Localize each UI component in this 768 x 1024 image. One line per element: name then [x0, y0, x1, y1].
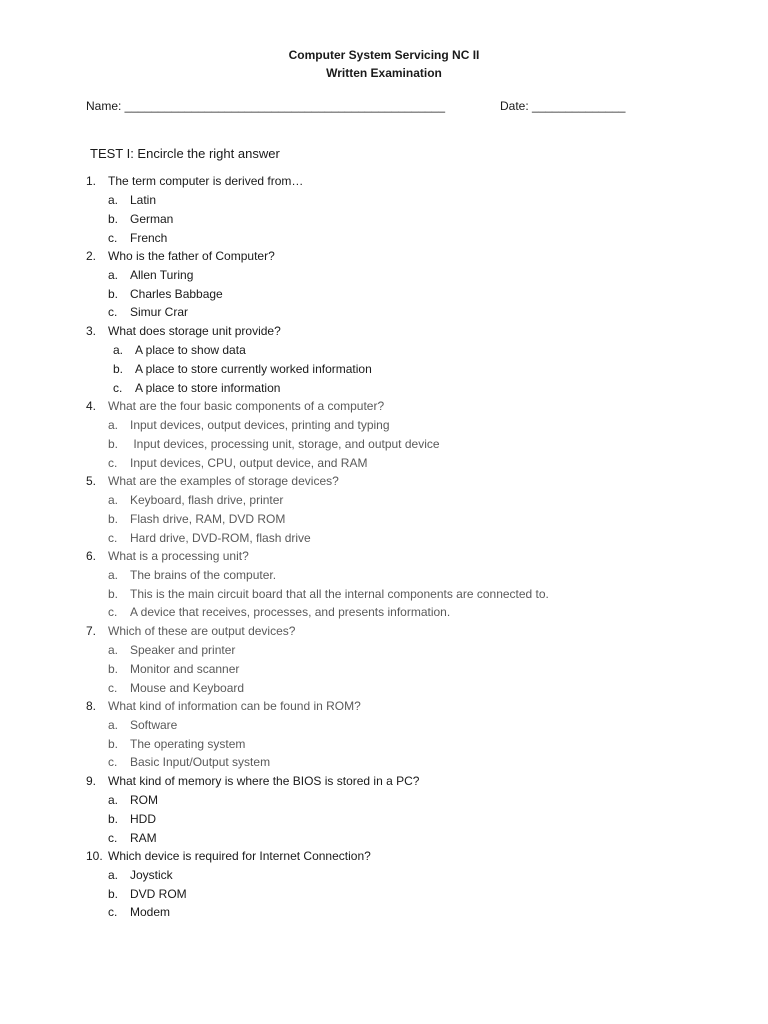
- option-7c: c. Mouse and Keyboard: [108, 681, 245, 695]
- name-field: Name: ________________________________________________: [86, 99, 446, 113]
- option-10a: a. Joystick: [108, 868, 173, 882]
- option-1b: b. German: [108, 212, 174, 226]
- option-8c: c. Basic Input/Output system: [108, 755, 271, 769]
- option-6b: b. This is the main circuit board that all the internal components are connected to.: [108, 587, 549, 601]
- option-2c: c. Simur Crar: [108, 305, 189, 319]
- option-8a: a. Software: [108, 718, 178, 732]
- option-6a: a. The brains of the computer.: [108, 568, 277, 582]
- question-2: 2. Who is the father of Computer?: [86, 249, 275, 263]
- option-9a: a. ROM: [108, 793, 158, 807]
- option-2b: b. Charles Babbage: [108, 287, 223, 301]
- option-4b: b. Input devices, processing unit, storage, and output device: [108, 437, 440, 451]
- date-field: Date: ______________: [500, 99, 626, 113]
- option-1c: c. French: [108, 231, 168, 245]
- question-10: 10. Which device is required for Internet Connection?: [86, 849, 371, 863]
- option-7a: a. Speaker and printer: [108, 643, 236, 657]
- test-instruction: TEST I: Encircle the right answer: [90, 146, 280, 161]
- option-7b: b. Monitor and scanner: [108, 662, 240, 676]
- option-3a: a. A place to show data: [113, 343, 246, 357]
- option-8b: b. The operating system: [108, 737, 246, 751]
- question-1: 1. The term computer is derived from…: [86, 174, 304, 188]
- question-3: 3. What does storage unit provide?: [86, 324, 281, 338]
- option-10c: c. Modem: [108, 905, 171, 919]
- question-4: 4. What are the four basic components of a computer?: [86, 399, 385, 413]
- option-9b: b. HDD: [108, 812, 156, 826]
- option-4a: a. Input devices, output devices, printing and typing: [108, 418, 390, 432]
- option-5b: b. Flash drive, RAM, DVD ROM: [108, 512, 286, 526]
- option-2a: a. Allen Turing: [108, 268, 194, 282]
- question-5: 5. What are the examples of storage devices?: [86, 474, 339, 488]
- option-5a: a. Keyboard, flash drive, printer: [108, 493, 284, 507]
- document-subtitle: Written Examination: [326, 66, 442, 80]
- option-1a: a. Latin: [108, 193, 157, 207]
- option-5c: c. Hard drive, DVD-ROM, flash drive: [108, 531, 311, 545]
- question-9: 9. What kind of memory is where the BIOS is stored in a PC?: [86, 774, 420, 788]
- question-8: 8. What kind of information can be found in ROM?: [86, 699, 361, 713]
- option-3c: c. A place to store information: [113, 381, 281, 395]
- option-4c: c. Input devices, CPU, output device, and RAM: [108, 456, 368, 470]
- question-6: 6. What is a processing unit?: [86, 549, 249, 563]
- option-3b: b. A place to store currently worked information: [113, 362, 372, 376]
- option-9c: c. RAM: [108, 831, 157, 845]
- option-10b: b. DVD ROM: [108, 887, 187, 901]
- document-title: Computer System Servicing NC II: [288, 48, 480, 62]
- question-7: 7. Which of these are output devices?: [86, 624, 296, 638]
- option-6c: c. A device that receives, processes, and presents information.: [108, 605, 451, 619]
